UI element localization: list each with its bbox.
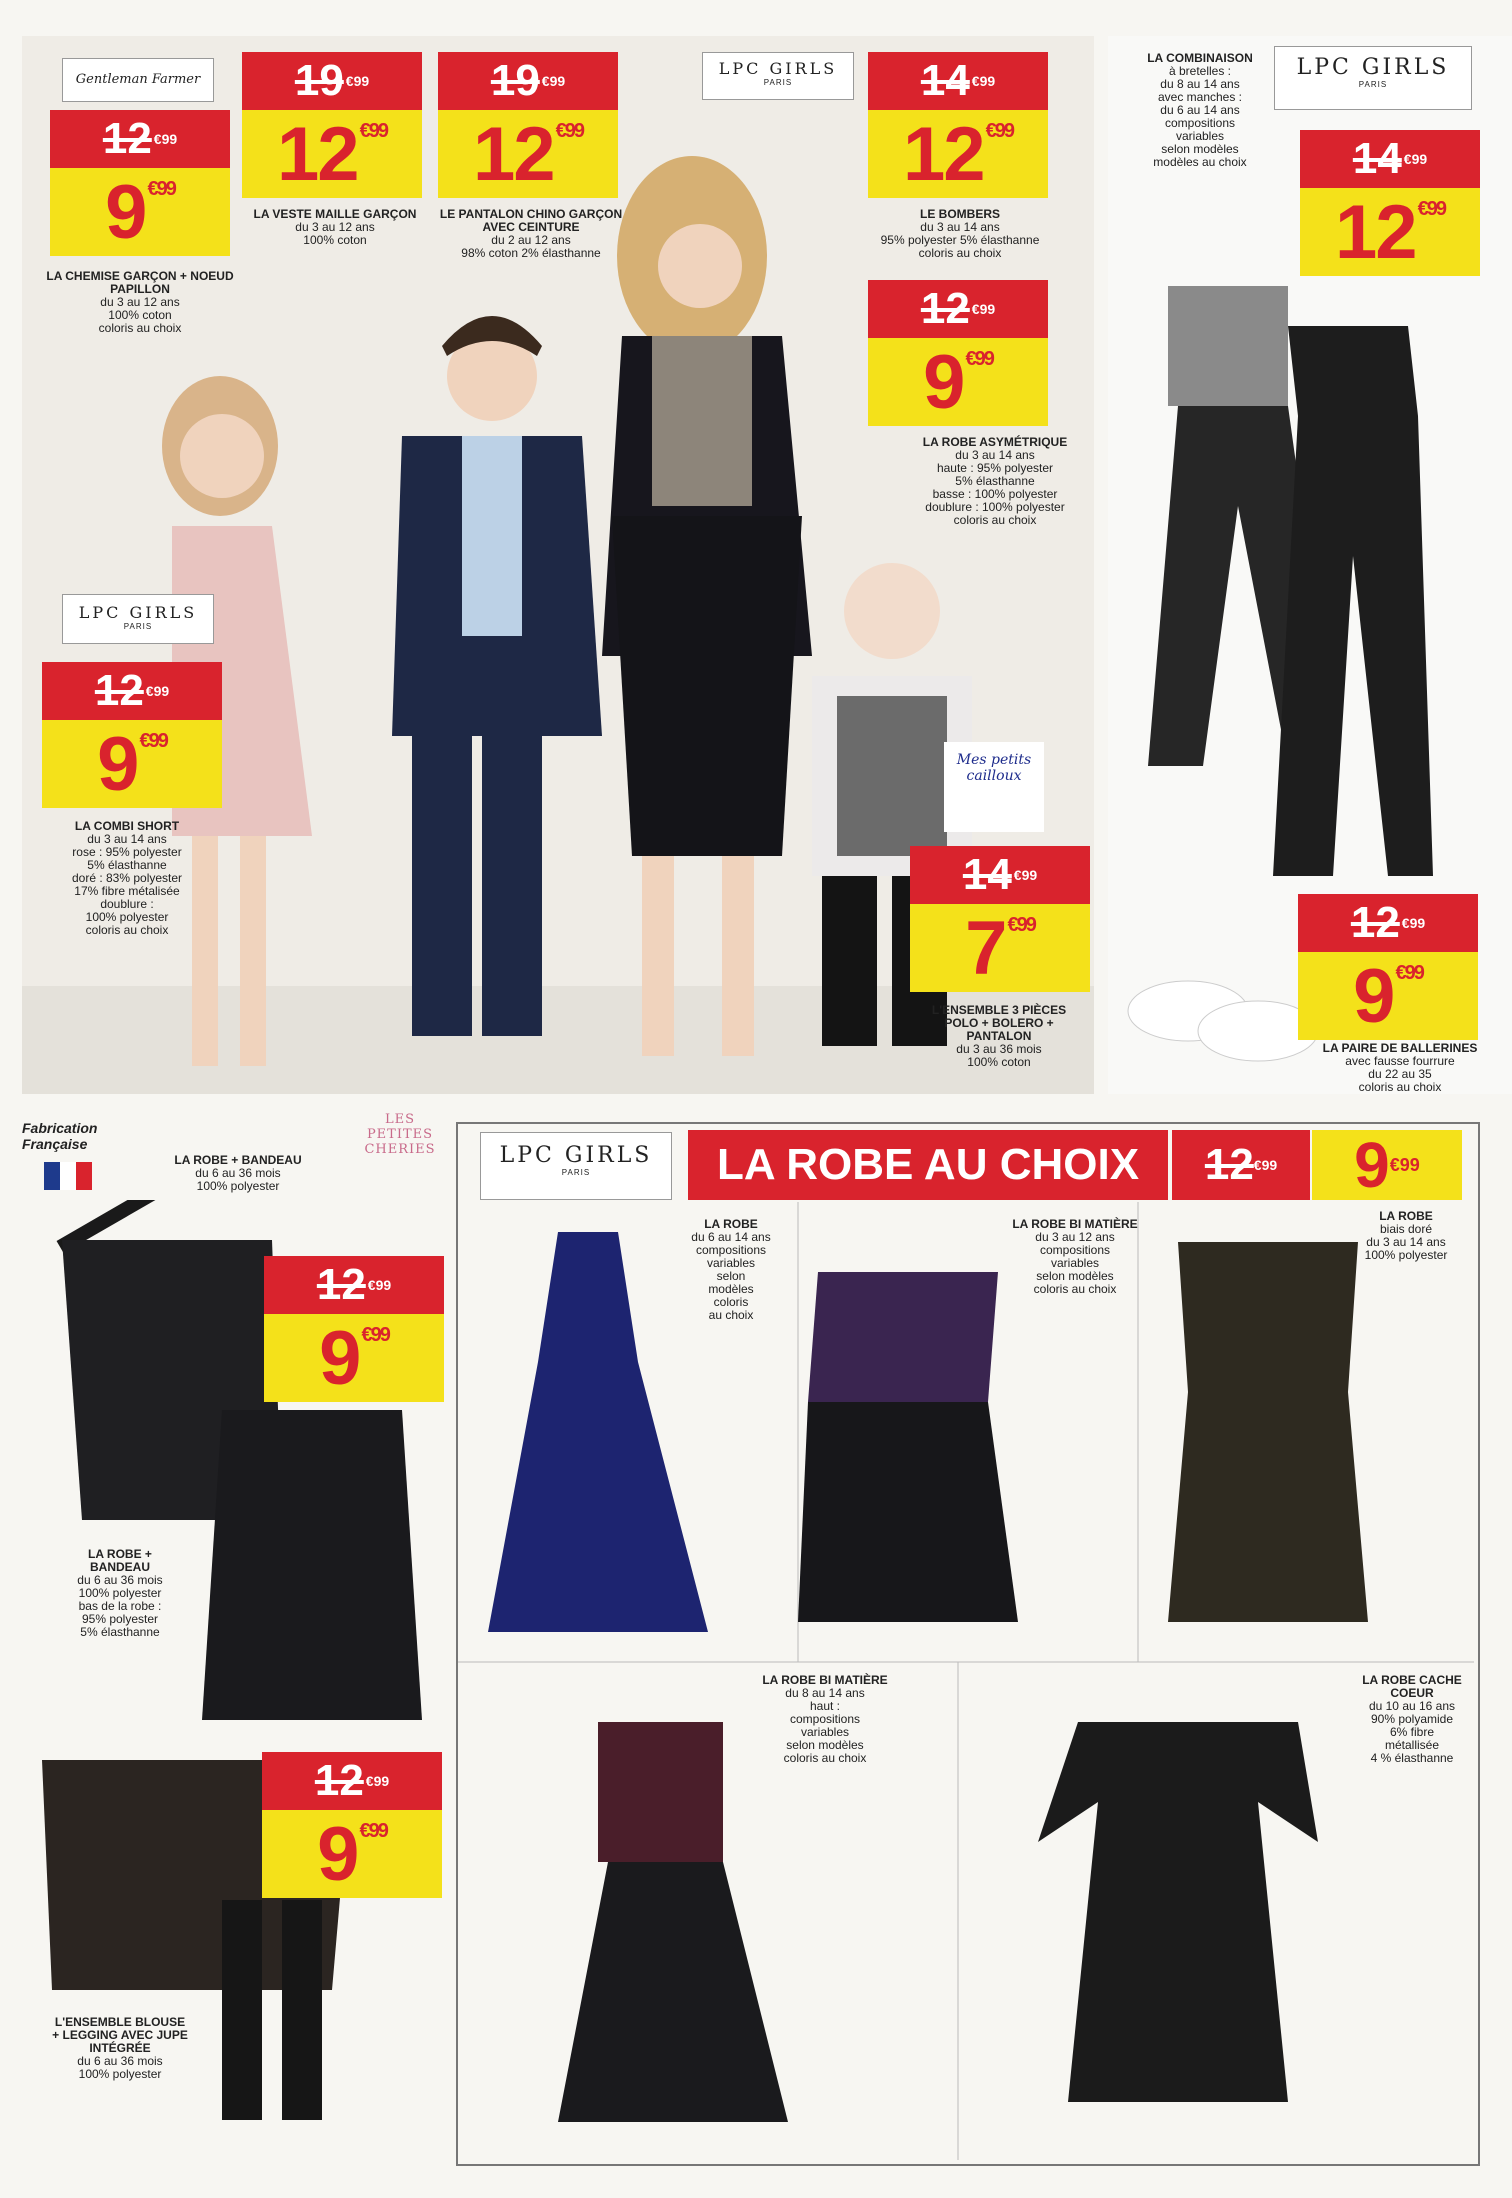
choix-new-price: 9 €99 <box>1312 1130 1462 1200</box>
caption-ensemble-3-pieces: L'ENSEMBLE 3 PIÈCES POLO + BOLERO + PANTALON du 3 au 36 mois 100% coton <box>931 1003 1067 1069</box>
mes-petits-cailloux-logo: Mes petits cailloux <box>944 742 1044 832</box>
price-ensemble-blouse: 12 €99 9 $^{€99}$ <box>262 1752 442 1898</box>
lpc-girls-logo-4: LPC GIRLS PARIS <box>480 1132 672 1200</box>
price-veste: 19 €99 12 $^{€99}$ <box>242 52 422 198</box>
caption-combinaison: LA COMBINAISON à bretelles : du 8 au 14 ans avec manches : du 6 au 14 ans compositions variables selon modèles modèles au choix <box>1147 51 1253 169</box>
price-robe-bandeau: 12 €99 9 $^{€99}$ <box>264 1256 444 1402</box>
caption-robe-bleue: LA ROBE du 6 au 14 ans compositions variables selon modèles coloris au choix <box>691 1217 771 1322</box>
lpc-girls-logo-2: LPC GIRLS PARIS <box>1274 46 1472 110</box>
fabrication-francaise-label: Fabrication Française <box>22 1120 98 1152</box>
french-flag-icon <box>44 1162 92 1190</box>
caption-combi-short: LA COMBI SHORT du 3 au 14 ans rose : 95% polyester 5% élasthanne doré : 83% polyester 17% fibre métalisée doublure : 100% polyester coloris au choix <box>71 819 183 937</box>
caption-robe-bi-matiere-2: LA ROBE BI MATIÈRE du 8 au 14 ans haut : compositions variables selon modèles coloris au choix <box>762 1673 888 1765</box>
price-ensemble-3-pieces: 14 €99 7 $^{€99}$ <box>910 846 1090 992</box>
price-pantalon: 19 €99 12 $^{€99}$ <box>438 52 618 198</box>
price-combinaison: 14 €99 12 $^{€99}$ <box>1300 130 1480 276</box>
caption-robe-cache-coeur: LA ROBE CACHE COEUR du 10 au 16 ans 90% polyamide 6% fibre métallisée 4 % élasthanne <box>1362 1673 1462 1765</box>
les-petites-cheries-logo: LES PETITES CHERIES <box>364 1112 436 1157</box>
caption-chemise: LA CHEMISE GARÇON + NOEUD PAPILLON du 3 au 12 ans 100% coton coloris au choix <box>46 269 234 335</box>
price-combi-short: 12 €99 9 $^{€99}$ <box>42 662 222 808</box>
price-bombers: 14 €99 12 $^{€99}$ <box>868 52 1048 198</box>
caption-robe-bandeau-1: LA ROBE + BANDEAU du 6 au 36 mois 100% polyester <box>174 1153 302 1193</box>
caption-robe-bi-matiere-1: LA ROBE BI MATIÈRE du 3 au 12 ans compositions variables selon modèles coloris au choix <box>1012 1217 1138 1296</box>
price-ballerines: 12 €99 9 $^{€99}$ <box>1298 894 1478 1040</box>
lpc-girls-logo: LPC GIRLS PARIS <box>702 52 854 100</box>
price-chemise: 12 €99 9 $^{€99}$ <box>50 110 230 256</box>
caption-pantalon: LE PANTALON CHINO GARÇON AVEC CEINTURE du 2 au 12 ans 98% coton 2% élasthanne <box>439 207 623 260</box>
caption-bombers: LE BOMBERS du 3 au 14 ans 95% polyester 5% élasthanne coloris au choix <box>880 207 1040 260</box>
caption-robe-asymetrique: LA ROBE ASYMÉTRIQUE du 3 au 14 ans haute : 95% polyester 5% élasthanne basse : 100% polyester doublure : 100% polyester coloris au choix <box>922 435 1068 527</box>
dresses-illustration <box>458 1202 1474 2160</box>
price-robe-asymetrique: 12 €99 9 $^{€99}$ <box>868 280 1048 426</box>
caption-ballerines: LA PAIRE DE BALLERINES avec fausse fourrure du 22 au 35 coloris au choix <box>1322 1041 1478 1094</box>
gentleman-farmer-logo: Gentleman Farmer <box>62 58 214 102</box>
lpc-girls-logo-3: LPC GIRLS PARIS <box>62 594 214 644</box>
caption-veste: LA VESTE MAILLE GARÇON du 3 au 12 ans 100% coton <box>253 207 417 247</box>
choix-old-price: 12 €99 <box>1172 1130 1310 1200</box>
caption-robe-biais: LA ROBE biais doré du 3 au 14 ans 100% polyester <box>1364 1209 1448 1262</box>
caption-robe-bandeau-2: LA ROBE + BANDEAU du 6 au 36 mois 100% polyester bas de la robe : 95% polyester 5% élasthanne <box>77 1547 163 1639</box>
robe-au-choix-banner: LA ROBE AU CHOIX <box>688 1130 1168 1200</box>
caption-ensemble-blouse: L'ENSEMBLE BLOUSE + LEGGING AVEC JUPE INTÉGRÉE du 6 au 36 mois 100% polyester <box>52 2015 188 2081</box>
